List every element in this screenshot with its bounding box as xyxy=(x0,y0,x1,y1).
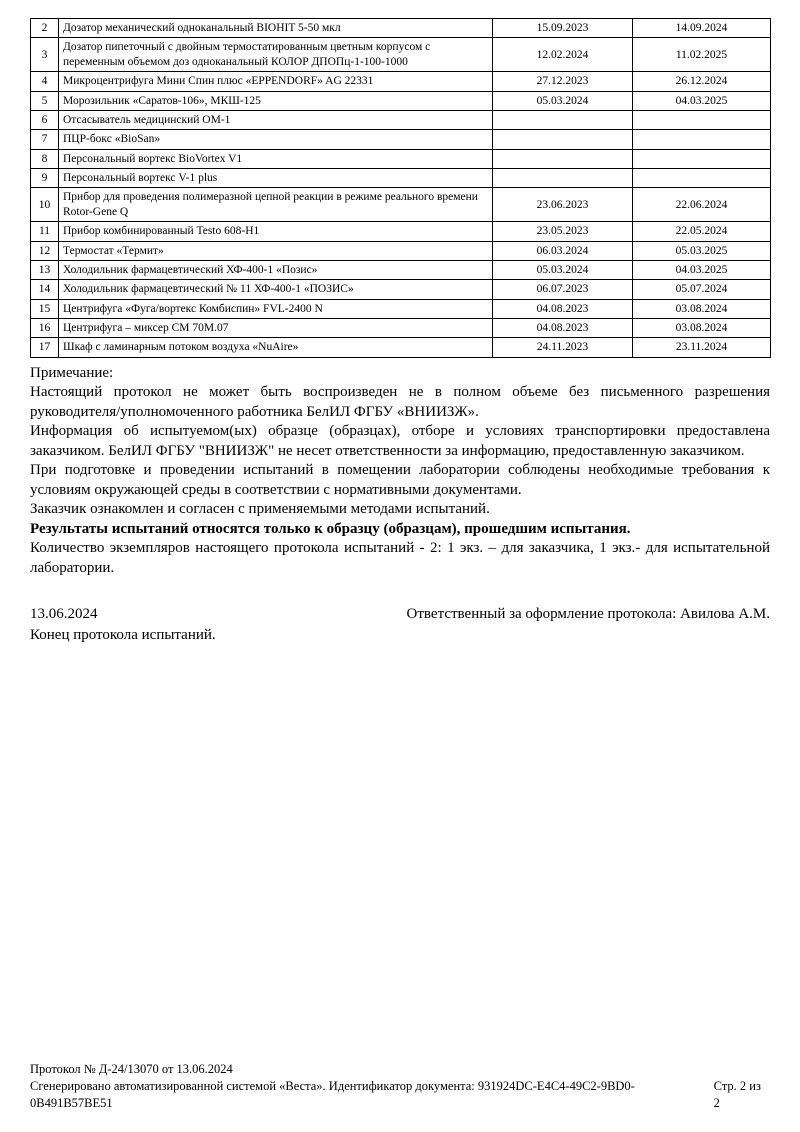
cell-date2: 03.08.2024 xyxy=(633,299,771,318)
cell-date1: 23.06.2023 xyxy=(493,188,633,222)
cell-date1: 04.08.2023 xyxy=(493,319,633,338)
cell-num: 9 xyxy=(31,169,59,188)
page-footer xyxy=(30,1061,770,1112)
cell-date2: 05.07.2024 xyxy=(633,280,771,299)
cell-num: 2 xyxy=(31,19,59,38)
cell-date1 xyxy=(493,110,633,129)
notes-heading: Примечание: xyxy=(30,364,114,381)
cell-num: 8 xyxy=(31,149,59,168)
table-row xyxy=(31,188,771,222)
cell-date1: 06.07.2023 xyxy=(493,280,633,299)
note-paragraph: Настоящий протокол не может быть воспроизведен не в полном объеме без письменного разрешения руководителя/уполномоченного работника БелИЛ ФГБУ «ВНИИЗЖ». xyxy=(30,384,770,420)
cell-name: Шкаф с ламинарным потоком воздуха «NuAire» xyxy=(59,338,493,357)
cell-date1: 15.09.2023 xyxy=(493,19,633,38)
cell-date1: 24.11.2023 xyxy=(493,338,633,357)
cell-date2 xyxy=(633,130,771,149)
document-page xyxy=(30,18,770,1118)
note-paragraph-results-bold: Результаты испытаний относятся только к образцу (образцам), прошедшим испытания. xyxy=(30,520,631,537)
table-row xyxy=(31,338,771,357)
cell-name: Термостат «Термит» xyxy=(59,241,493,260)
table-row xyxy=(31,19,771,38)
cell-date2: 23.11.2024 xyxy=(633,338,771,357)
cell-date2 xyxy=(633,110,771,129)
table-row xyxy=(31,72,771,91)
cell-name: Дозатор пипеточный с двойным термостатированным цветным корпусом с переменным объемом доз одноканальный КОЛОР ДПОПц-1-100-1000 xyxy=(59,38,493,72)
table-row xyxy=(31,241,771,260)
cell-name: Центрифуга – миксер СМ 70М.07 xyxy=(59,319,493,338)
notes-section xyxy=(30,364,770,579)
cell-date2: 03.08.2024 xyxy=(633,319,771,338)
cell-name: Прибор для проведения полимеразной цепной реакции в режиме реального времени Rotor-Gene Q xyxy=(59,188,493,222)
cell-date2: 22.05.2024 xyxy=(633,222,771,241)
footer-generated-info: Сгенерировано автоматизированной системой «Веста». Идентификатор документа: 931924DC-E4C4-49C2-9BD0-0B491B57BE51 xyxy=(30,1079,635,1111)
note-paragraph: Информация об испытуемом(ых) образце (образцах), отборе и условиях транспортировки предоставлена заказчиком. БелИЛ ФГБУ "ВНИИЗЖ" не несет ответственности за информацию, предоставленную заказчиком. xyxy=(30,423,770,459)
equipment-table xyxy=(30,18,771,358)
cell-date2 xyxy=(633,149,771,168)
cell-name: ПЦР-бокс «BioSan» xyxy=(59,130,493,149)
end-of-protocol-line: Конец протокола испытаний. xyxy=(30,627,216,644)
cell-name: Персональный вортекс V-1 plus xyxy=(59,169,493,188)
footer-page-number: Стр. 2 из 2 xyxy=(713,1079,761,1111)
cell-name: Дозатор механический одноканальный BIOHIT 5-50 мкл xyxy=(59,19,493,38)
note-paragraph: При подготовке и проведении испытаний в помещении лаборатории соблюдены необходимые требования к условиям окружающей среды в соответствии с нормативными документами. xyxy=(30,462,770,498)
cell-name: Морозильник «Саратов-106», МКШ-125 xyxy=(59,91,493,110)
cell-num: 6 xyxy=(31,110,59,129)
cell-name: Прибор комбинированный Testo 608-H1 xyxy=(59,222,493,241)
cell-date1: 06.03.2024 xyxy=(493,241,633,260)
cell-date2: 26.12.2024 xyxy=(633,72,771,91)
table-row xyxy=(31,38,771,72)
table-row xyxy=(31,319,771,338)
cell-name: Отсасыватель медицинский ОМ-1 xyxy=(59,110,493,129)
cell-num: 14 xyxy=(31,280,59,299)
responsible-person: Ответственный за оформление протокола: Авилова А.М. xyxy=(406,606,770,623)
cell-num: 3 xyxy=(31,38,59,72)
table-row xyxy=(31,149,771,168)
cell-name: Холодильник фармацевтический № 11 ХФ-400-1 «ПОЗИС» xyxy=(59,280,493,299)
cell-name: Холодильник фармацевтический ХФ-400-1 «Позис» xyxy=(59,260,493,279)
cell-date1 xyxy=(493,149,633,168)
cell-date1 xyxy=(493,130,633,149)
cell-name: Центрифуга «Фуга/вортекс Комбиспин» FVL-2400 N xyxy=(59,299,493,318)
table-row xyxy=(31,169,771,188)
cell-num: 5 xyxy=(31,91,59,110)
table-row xyxy=(31,280,771,299)
cell-date2: 05.03.2025 xyxy=(633,241,771,260)
cell-num: 17 xyxy=(31,338,59,357)
table-row xyxy=(31,91,771,110)
table-row xyxy=(31,260,771,279)
cell-name: Персональный вортекс BioVortex V1 xyxy=(59,149,493,168)
footer-protocol-number: Протокол № Д-24/13070 от 13.06.2024 xyxy=(30,1062,233,1077)
cell-num: 15 xyxy=(31,299,59,318)
cell-date1 xyxy=(493,169,633,188)
equipment-table-body xyxy=(31,19,771,358)
cell-date1: 05.03.2024 xyxy=(493,91,633,110)
cell-date2: 04.03.2025 xyxy=(633,260,771,279)
table-row xyxy=(31,130,771,149)
cell-date1: 23.05.2023 xyxy=(493,222,633,241)
cell-date2: 11.02.2025 xyxy=(633,38,771,72)
signature-row xyxy=(30,606,770,623)
cell-num: 16 xyxy=(31,319,59,338)
table-row xyxy=(31,110,771,129)
cell-num: 13 xyxy=(31,260,59,279)
table-row xyxy=(31,299,771,318)
cell-num: 12 xyxy=(31,241,59,260)
table-row xyxy=(31,222,771,241)
cell-num: 11 xyxy=(31,222,59,241)
note-paragraph: Заказчик ознакомлен и согласен с применяемыми методами испытаний. xyxy=(30,501,490,518)
cell-num: 10 xyxy=(31,188,59,222)
cell-date1: 12.02.2024 xyxy=(493,38,633,72)
cell-num: 4 xyxy=(31,72,59,91)
protocol-date: 13.06.2024 xyxy=(30,606,98,623)
cell-date1: 27.12.2023 xyxy=(493,72,633,91)
cell-num: 7 xyxy=(31,130,59,149)
cell-date2: 14.09.2024 xyxy=(633,19,771,38)
cell-date1: 04.08.2023 xyxy=(493,299,633,318)
cell-date2: 22.06.2024 xyxy=(633,188,771,222)
cell-date1: 05.03.2024 xyxy=(493,260,633,279)
cell-date2: 04.03.2025 xyxy=(633,91,771,110)
cell-name: Микроцентрифуга Мини Спин плюс «EPPENDORF» AG 22331 xyxy=(59,72,493,91)
note-paragraph: Количество экземпляров настоящего протокола испытаний - 2: 1 экз. – для заказчика, 1 экз.- для испытательной лаборатории. xyxy=(30,540,770,576)
cell-date2 xyxy=(633,169,771,188)
